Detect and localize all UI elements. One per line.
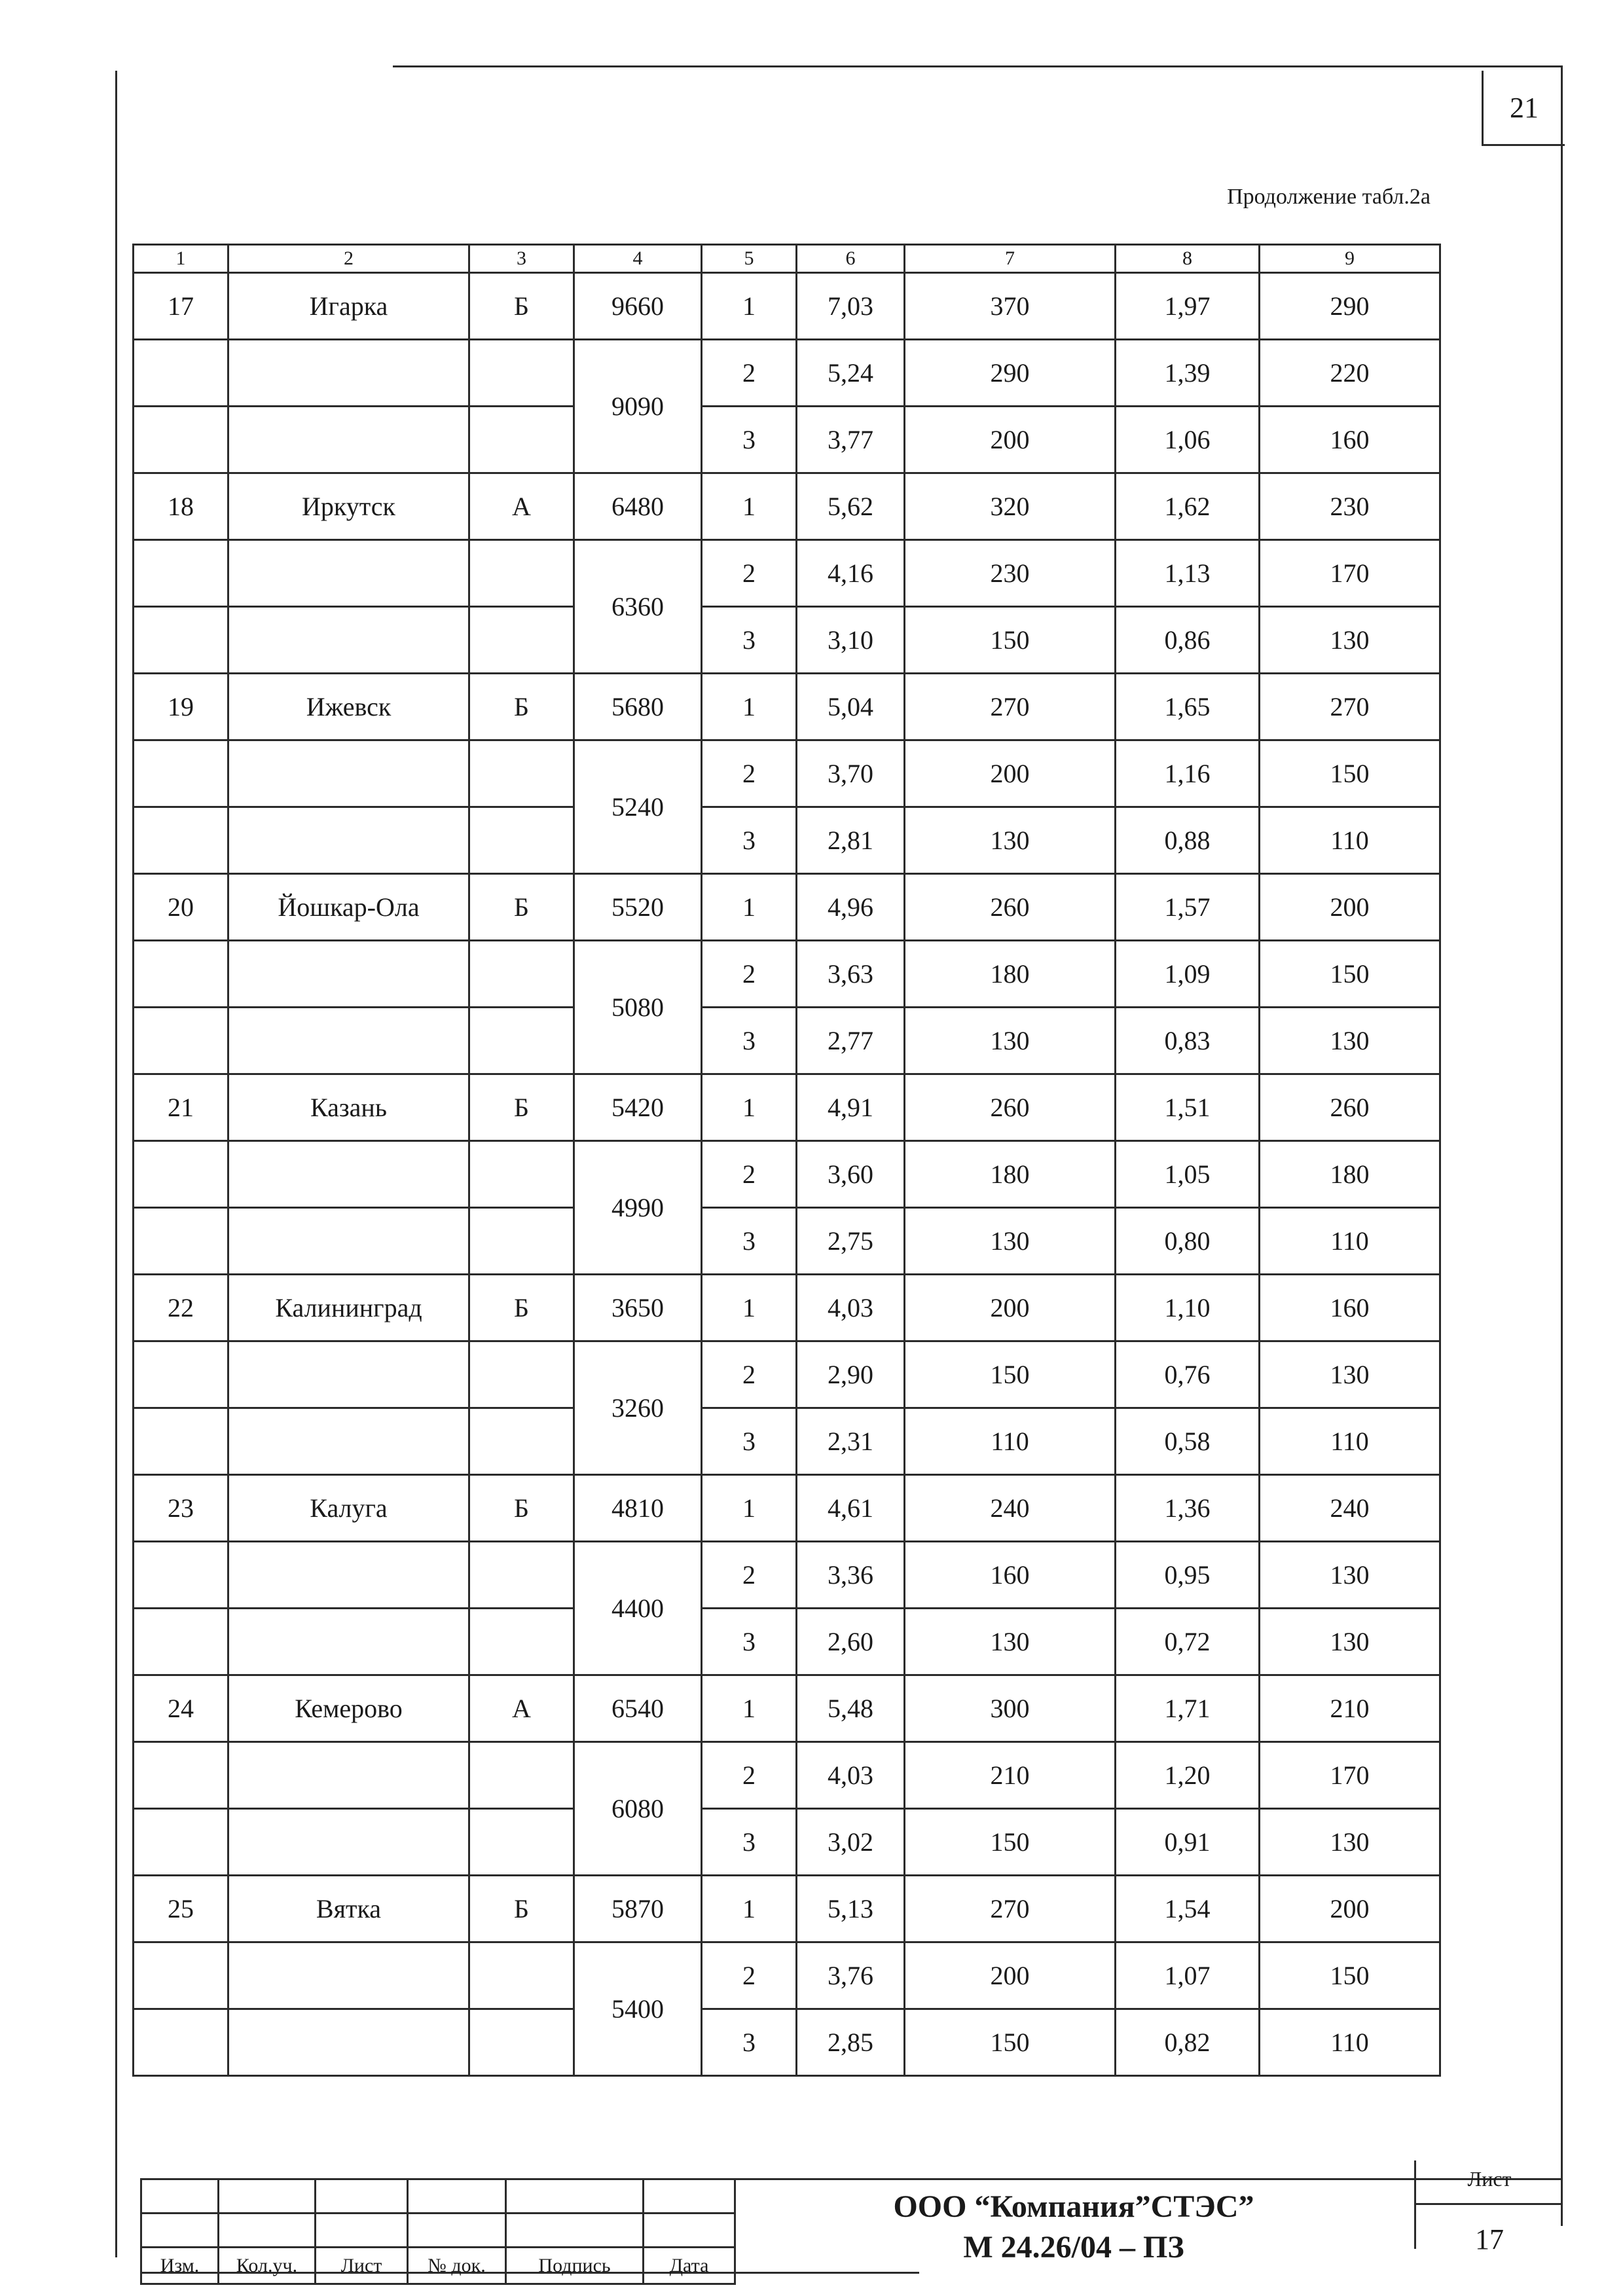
header-cell: 6 (797, 245, 905, 273)
category-cell: Б (469, 273, 574, 340)
value-cell: 240 (1260, 1475, 1440, 1542)
table-row (134, 407, 1440, 473)
value-cell: 150 (905, 1809, 1116, 1876)
empty-cell (228, 1809, 469, 1876)
empty-cell (469, 1408, 574, 1475)
empty-cell (469, 1542, 574, 1609)
value-cell: 160 (1260, 407, 1440, 473)
col4-cell: 6080 (574, 1742, 702, 1876)
col4-cell: 5680 (574, 674, 702, 740)
empty-cell (469, 1609, 574, 1675)
value-cell: 0,83 (1116, 1008, 1260, 1074)
value-cell: 0,76 (1116, 1341, 1260, 1408)
col4-cell: 4990 (574, 1141, 702, 1275)
sheet-label: Лист (1467, 2167, 1512, 2191)
value-cell: 2 (702, 1542, 797, 1609)
value-cell: 2,81 (797, 807, 905, 874)
col4-cell: 9660 (574, 273, 702, 340)
stamp-label: Подпись (506, 2248, 644, 2284)
header-cell: 4 (574, 245, 702, 273)
empty-cell (469, 407, 574, 473)
empty-cell (469, 1942, 574, 2009)
row-number-cell: 21 (134, 1074, 228, 1141)
value-cell: 1 (702, 1675, 797, 1742)
value-cell: 260 (1260, 1074, 1440, 1141)
value-cell: 3,63 (797, 941, 905, 1008)
value-cell: 3 (702, 1408, 797, 1475)
value-cell: 200 (1260, 1876, 1440, 1942)
empty-cell (134, 340, 228, 407)
value-cell: 290 (1260, 273, 1440, 340)
frame-top-border (393, 65, 1563, 67)
table-row (134, 1475, 1440, 1542)
value-cell: 1,36 (1116, 1475, 1260, 1542)
value-cell: 1 (702, 1275, 797, 1341)
col4-cell: 3650 (574, 1275, 702, 1341)
title-block-grid (140, 2178, 736, 2285)
value-cell: 0,80 (1116, 1208, 1260, 1275)
value-cell: 5,04 (797, 674, 905, 740)
empty-cell (469, 540, 574, 607)
value-cell: 4,91 (797, 1074, 905, 1141)
value-cell: 1,09 (1116, 941, 1260, 1008)
empty-cell (469, 1208, 574, 1275)
empty-cell (228, 540, 469, 607)
value-cell: 290 (905, 340, 1116, 407)
header-cell: 2 (228, 245, 469, 273)
value-cell: 180 (905, 941, 1116, 1008)
value-cell: 2,75 (797, 1208, 905, 1275)
value-cell: 210 (1260, 1675, 1440, 1742)
empty-cell (469, 1341, 574, 1408)
value-cell: 110 (1260, 807, 1440, 874)
stamp-label: Изм. (141, 2248, 219, 2284)
city-cell: Кемерово (228, 1675, 469, 1742)
header-cell: 9 (1260, 245, 1440, 273)
table-row (134, 1074, 1440, 1141)
value-cell: 3 (702, 1809, 797, 1876)
page-number-box (1482, 71, 1565, 146)
empty-cell (134, 1942, 228, 2009)
value-cell: 2,60 (797, 1609, 905, 1675)
value-cell: 1,06 (1116, 407, 1260, 473)
value-cell: 1,51 (1116, 1074, 1260, 1141)
sheet-number: 17 (1475, 2223, 1504, 2255)
city-cell: Игарка (228, 273, 469, 340)
value-cell: 3,77 (797, 407, 905, 473)
value-cell: 200 (905, 1275, 1116, 1341)
empty-cell (228, 407, 469, 473)
value-cell: 130 (1260, 1008, 1440, 1074)
frame-left-border (115, 71, 117, 2257)
stamp-label: Лист (316, 2248, 408, 2284)
empty-cell (134, 941, 228, 1008)
col4-cell: 6480 (574, 473, 702, 540)
category-cell: А (469, 1675, 574, 1742)
table-row (134, 1942, 1440, 2009)
value-cell: 1,62 (1116, 473, 1260, 540)
table-row (134, 607, 1440, 674)
empty-cell (134, 1341, 228, 1408)
value-cell: 130 (1260, 1341, 1440, 1408)
col4-cell: 5870 (574, 1876, 702, 1942)
empty-cell (469, 1809, 574, 1876)
header-cell: 8 (1116, 245, 1260, 273)
city-cell: Иркутск (228, 473, 469, 540)
value-cell: 2 (702, 941, 797, 1008)
value-cell: 110 (1260, 1208, 1440, 1275)
empty-cell (134, 1542, 228, 1609)
frame-right-border (1561, 65, 1563, 2226)
value-cell: 2 (702, 1742, 797, 1809)
value-cell: 150 (905, 1341, 1116, 1408)
empty-cell (228, 1942, 469, 2009)
city-cell: Казань (228, 1074, 469, 1141)
value-cell: 130 (1260, 1809, 1440, 1876)
empty-cell (134, 807, 228, 874)
value-cell: 200 (905, 407, 1116, 473)
value-cell: 1 (702, 674, 797, 740)
value-cell: 3 (702, 1208, 797, 1275)
empty-cell (134, 1809, 228, 1876)
value-cell: 0,86 (1116, 607, 1260, 674)
empty-cell (134, 1609, 228, 1675)
value-cell: 160 (905, 1542, 1116, 1609)
value-cell: 3 (702, 407, 797, 473)
value-cell: 1,20 (1116, 1742, 1260, 1809)
col4-cell: 5400 (574, 1942, 702, 2076)
empty-cell (469, 740, 574, 807)
row-number-cell: 23 (134, 1475, 228, 1542)
value-cell: 1,07 (1116, 1942, 1260, 2009)
table-row (134, 473, 1440, 540)
empty-cell (469, 807, 574, 874)
table-row (134, 1275, 1440, 1341)
table-row (134, 1675, 1440, 1742)
value-cell: 3 (702, 807, 797, 874)
company-name: ООО “Компания”СТЭС” (893, 2189, 1254, 2224)
city-cell: Вятка (228, 1876, 469, 1942)
empty-cell (228, 1208, 469, 1275)
value-cell: 130 (1260, 1609, 1440, 1675)
col4-cell: 6360 (574, 540, 702, 674)
stamp-label: Дата (644, 2248, 735, 2284)
table-row (134, 540, 1440, 607)
title-block-text (733, 2187, 1414, 2268)
empty-cell (469, 1141, 574, 1208)
category-cell: Б (469, 674, 574, 740)
value-cell: 3,76 (797, 1942, 905, 2009)
value-cell: 1,97 (1116, 273, 1260, 340)
value-cell: 3,10 (797, 607, 905, 674)
value-cell: 260 (905, 1074, 1116, 1141)
value-cell: 150 (1260, 740, 1440, 807)
col4-cell: 5240 (574, 740, 702, 874)
value-cell: 4,61 (797, 1475, 905, 1542)
empty-cell (228, 1141, 469, 1208)
empty-cell (228, 1742, 469, 1809)
value-cell: 1 (702, 1475, 797, 1542)
value-cell: 4,96 (797, 874, 905, 941)
category-cell: Б (469, 1876, 574, 1942)
value-cell: 270 (905, 674, 1116, 740)
value-cell: 4,03 (797, 1275, 905, 1341)
value-cell: 200 (905, 740, 1116, 807)
table-row (134, 740, 1440, 807)
city-cell: Йошкар-Ола (228, 874, 469, 941)
city-cell: Ижевск (228, 674, 469, 740)
empty-cell (228, 1609, 469, 1675)
data-table (132, 244, 1441, 2077)
table-row (134, 1542, 1440, 1609)
table-row (134, 1876, 1440, 1942)
empty-cell (469, 340, 574, 407)
col4-cell: 9090 (574, 340, 702, 473)
value-cell: 0,58 (1116, 1408, 1260, 1475)
value-cell: 270 (1260, 674, 1440, 740)
value-cell: 150 (1260, 1942, 1440, 2009)
value-cell: 1,57 (1116, 874, 1260, 941)
empty-cell (134, 1008, 228, 1074)
value-cell: 5,48 (797, 1675, 905, 1742)
row-number-cell: 24 (134, 1675, 228, 1742)
empty-cell (134, 1141, 228, 1208)
header-row (134, 245, 1440, 273)
table-row (134, 874, 1440, 941)
empty-cell (134, 1408, 228, 1475)
value-cell: 1 (702, 273, 797, 340)
value-cell: 2,31 (797, 1408, 905, 1475)
row-number-cell: 18 (134, 473, 228, 540)
value-cell: 270 (905, 1876, 1116, 1942)
empty-cell (134, 407, 228, 473)
table-row (134, 1609, 1440, 1675)
empty-cell (134, 1208, 228, 1275)
value-cell: 2 (702, 540, 797, 607)
header-cell: 3 (469, 245, 574, 273)
col4-cell: 6540 (574, 1675, 702, 1742)
value-cell: 130 (1260, 607, 1440, 674)
document-code: М 24.26/04 – ПЗ (963, 2230, 1184, 2265)
city-cell: Калининград (228, 1275, 469, 1341)
value-cell: 130 (1260, 1542, 1440, 1609)
row-number-cell: 22 (134, 1275, 228, 1341)
value-cell: 200 (905, 1942, 1116, 2009)
value-cell: 1,65 (1116, 674, 1260, 740)
value-cell: 1 (702, 1876, 797, 1942)
value-cell: 3,02 (797, 1809, 905, 1876)
city-cell: Калуга (228, 1475, 469, 1542)
page-number: 21 (1510, 91, 1539, 124)
empty-cell (134, 540, 228, 607)
header-cell: 1 (134, 245, 228, 273)
value-cell: 0,95 (1116, 1542, 1260, 1609)
table-row (134, 2009, 1440, 2076)
empty-cell (228, 740, 469, 807)
col4-cell: 3260 (574, 1341, 702, 1475)
value-cell: 1,13 (1116, 540, 1260, 607)
value-cell: 150 (1260, 941, 1440, 1008)
table-row (134, 1008, 1440, 1074)
col4-cell: 4810 (574, 1475, 702, 1542)
value-cell: 220 (1260, 340, 1440, 407)
table-row (134, 1408, 1440, 1475)
empty-cell (228, 1008, 469, 1074)
value-cell: 3 (702, 607, 797, 674)
value-cell: 260 (905, 874, 1116, 941)
col4-cell: 5520 (574, 874, 702, 941)
value-cell: 200 (1260, 874, 1440, 941)
value-cell: 300 (905, 1675, 1116, 1742)
value-cell: 150 (905, 607, 1116, 674)
category-cell: Б (469, 1275, 574, 1341)
category-cell: Б (469, 1074, 574, 1141)
empty-cell (228, 340, 469, 407)
header-cell: 5 (702, 245, 797, 273)
value-cell: 110 (1260, 2009, 1440, 2076)
value-cell: 1,10 (1116, 1275, 1260, 1341)
value-cell: 160 (1260, 1275, 1440, 1341)
stamp-label: № док. (408, 2248, 506, 2284)
value-cell: 2 (702, 1141, 797, 1208)
empty-cell (228, 941, 469, 1008)
empty-cell (228, 2009, 469, 2076)
value-cell: 7,03 (797, 273, 905, 340)
empty-cell (469, 1742, 574, 1809)
value-cell: 0,88 (1116, 807, 1260, 874)
value-cell: 2,85 (797, 2009, 905, 2076)
empty-cell (228, 1341, 469, 1408)
value-cell: 3 (702, 1008, 797, 1074)
value-cell: 2 (702, 1942, 797, 2009)
empty-cell (134, 740, 228, 807)
value-cell: 1,71 (1116, 1675, 1260, 1742)
value-cell: 110 (1260, 1408, 1440, 1475)
value-cell: 5,13 (797, 1876, 905, 1942)
category-cell: А (469, 473, 574, 540)
value-cell: 2 (702, 1341, 797, 1408)
empty-cell (469, 941, 574, 1008)
table-row (134, 1208, 1440, 1275)
value-cell: 1,39 (1116, 340, 1260, 407)
value-cell: 230 (905, 540, 1116, 607)
value-cell: 130 (905, 1208, 1116, 1275)
value-cell: 3,60 (797, 1141, 905, 1208)
table-row (134, 1809, 1440, 1876)
value-cell: 170 (1260, 1742, 1440, 1809)
empty-cell (469, 1008, 574, 1074)
empty-cell (228, 607, 469, 674)
row-number-cell: 19 (134, 674, 228, 740)
row-number-cell: 25 (134, 1876, 228, 1942)
value-cell: 2 (702, 740, 797, 807)
value-cell: 5,62 (797, 473, 905, 540)
value-cell: 1 (702, 874, 797, 941)
value-cell: 240 (905, 1475, 1116, 1542)
value-cell: 370 (905, 273, 1116, 340)
category-cell: Б (469, 874, 574, 941)
empty-cell (134, 607, 228, 674)
value-cell: 2,90 (797, 1341, 905, 1408)
table-row (134, 807, 1440, 874)
value-cell: 1 (702, 1074, 797, 1141)
value-cell: 180 (1260, 1141, 1440, 1208)
empty-cell (469, 607, 574, 674)
row-number-cell: 20 (134, 874, 228, 941)
value-cell: 3 (702, 1609, 797, 1675)
value-cell: 0,72 (1116, 1609, 1260, 1675)
value-cell: 0,91 (1116, 1809, 1260, 1876)
col4-cell: 5420 (574, 1074, 702, 1141)
value-cell: 130 (905, 1008, 1116, 1074)
empty-cell (228, 1408, 469, 1475)
value-cell: 150 (905, 2009, 1116, 2076)
value-cell: 2,77 (797, 1008, 905, 1074)
empty-cell (228, 1542, 469, 1609)
stamp-label: Кол.уч. (219, 2248, 316, 2284)
value-cell: 130 (905, 807, 1116, 874)
table-row (134, 273, 1440, 340)
value-cell: 3 (702, 2009, 797, 2076)
title-block-sheet-hline (1414, 2203, 1563, 2205)
table-row (134, 1141, 1440, 1208)
value-cell: 320 (905, 473, 1116, 540)
row-number-cell: 17 (134, 273, 228, 340)
value-cell: 1,16 (1116, 740, 1260, 807)
table-row (134, 340, 1440, 407)
value-cell: 4,03 (797, 1742, 905, 1809)
empty-cell (228, 807, 469, 874)
value-cell: 3,36 (797, 1542, 905, 1609)
table-row (134, 1341, 1440, 1408)
value-cell: 110 (905, 1408, 1116, 1475)
value-cell: 210 (905, 1742, 1116, 1809)
value-cell: 1,05 (1116, 1141, 1260, 1208)
table-row (134, 674, 1440, 740)
empty-cell (134, 1742, 228, 1809)
value-cell: 1,54 (1116, 1876, 1260, 1942)
value-cell: 180 (905, 1141, 1116, 1208)
value-cell: 5,24 (797, 340, 905, 407)
value-cell: 1 (702, 473, 797, 540)
empty-cell (134, 2009, 228, 2076)
value-cell: 3,70 (797, 740, 905, 807)
value-cell: 170 (1260, 540, 1440, 607)
value-cell: 130 (905, 1609, 1116, 1675)
col4-cell: 4400 (574, 1542, 702, 1675)
table-row (134, 941, 1440, 1008)
value-cell: 2 (702, 340, 797, 407)
value-cell: 4,16 (797, 540, 905, 607)
value-cell: 230 (1260, 473, 1440, 540)
col4-cell: 5080 (574, 941, 702, 1074)
table-row (134, 1742, 1440, 1809)
table-caption: Продолжение табл.2а (1227, 185, 1431, 209)
header-cell: 7 (905, 245, 1116, 273)
empty-cell (469, 2009, 574, 2076)
category-cell: Б (469, 1475, 574, 1542)
value-cell: 0,82 (1116, 2009, 1260, 2076)
